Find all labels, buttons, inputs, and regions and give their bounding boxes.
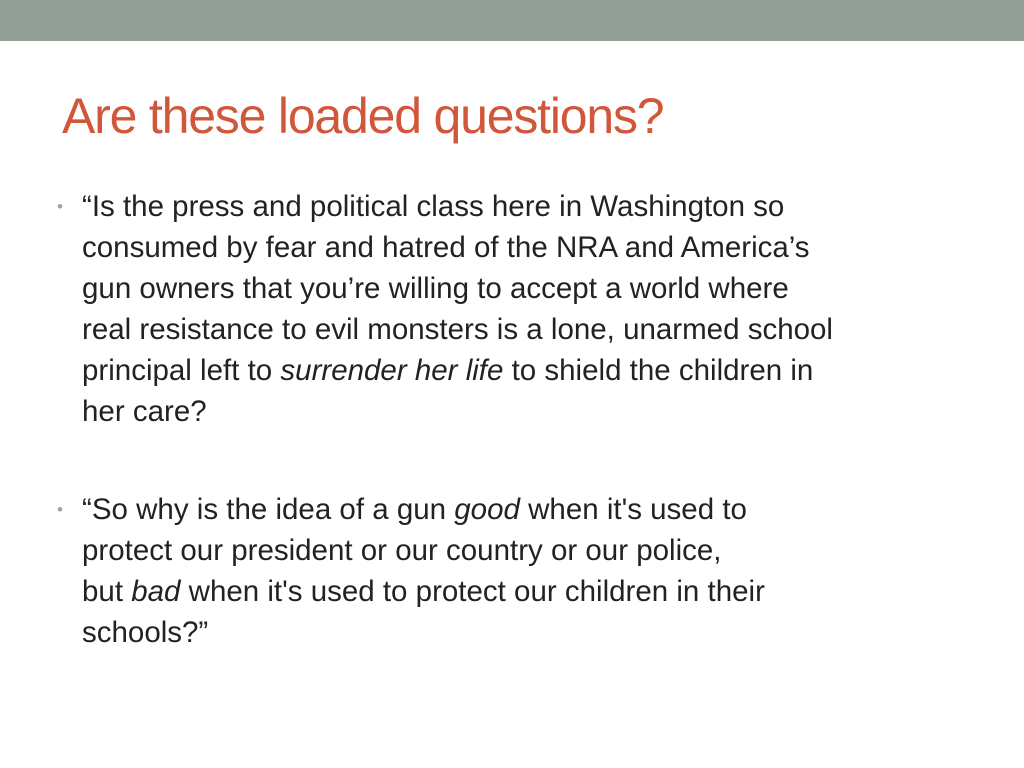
slide-title: Are these loaded questions? [62, 88, 664, 144]
quote-line [82, 530, 962, 571]
quote-line [82, 571, 962, 612]
bullet-item [57, 186, 962, 432]
quote-text: principal left to [82, 354, 281, 387]
quote-text: “So why is the idea of a gun [82, 493, 455, 526]
quote-line [82, 268, 962, 309]
quote-line [82, 391, 962, 432]
quote-line [82, 612, 962, 653]
quote-text: gun owners that you’re willing to accept a world where [82, 272, 789, 305]
quote-text: to shield the children in [503, 354, 814, 387]
quote-line [82, 489, 962, 530]
emphasized-text: good [454, 493, 520, 526]
quote-text: “Is the press and political class here in Washington so [82, 190, 785, 223]
quote-line [82, 309, 962, 350]
bullet-dot-icon: • [57, 500, 63, 519]
quote-text: protect our president or our country or our police, [82, 534, 722, 567]
bullet-dot-icon: • [57, 197, 63, 216]
quote-text: but [82, 575, 132, 608]
quote-text: real resistance to evil monsters is a lone, unarmed school [82, 313, 833, 346]
bullet-item [57, 489, 962, 653]
quote-text: consumed by fear and hatred of the NRA and America’s [82, 231, 810, 264]
quote-text: when it's used to [519, 493, 747, 526]
quote-text: when it's used to protect our children in their [180, 575, 765, 608]
quote-line [82, 350, 962, 391]
quote-text: schools?” [82, 616, 209, 649]
emphasized-text: bad [131, 575, 181, 608]
quote-line [82, 186, 962, 227]
quote-line [82, 227, 962, 268]
emphasized-text: surrender her life [280, 354, 504, 387]
quote-text: her care? [82, 395, 207, 428]
